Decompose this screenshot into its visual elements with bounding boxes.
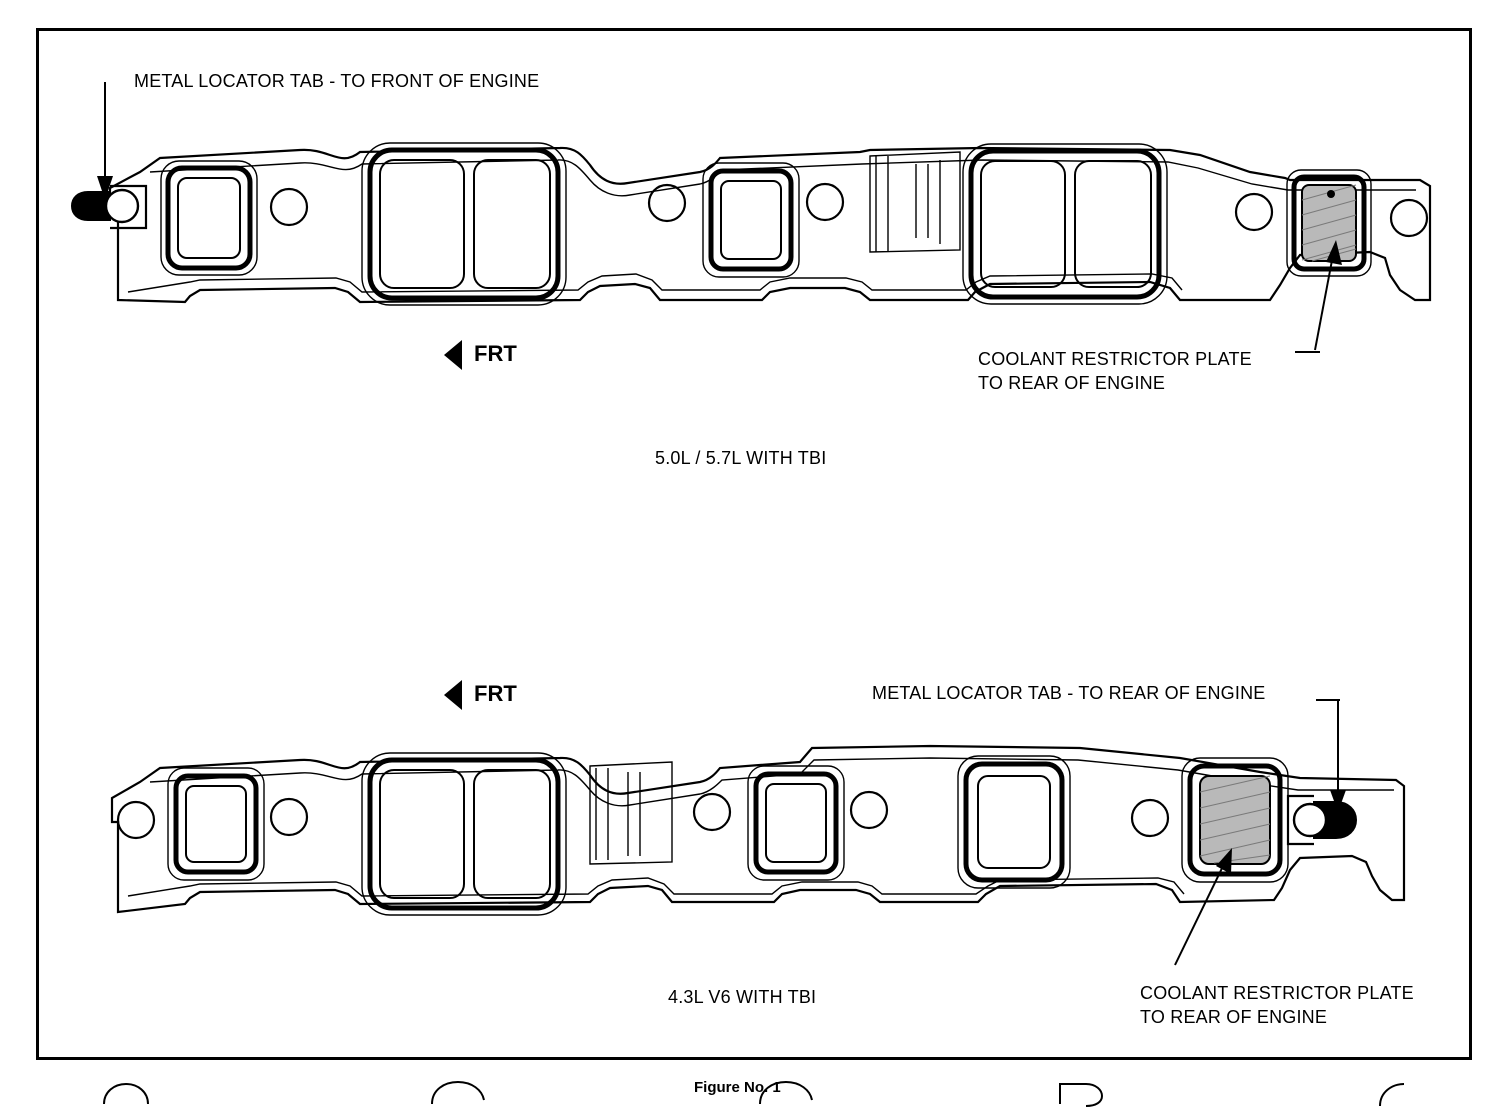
label-coolant-plate-bottom-line1: COOLANT RESTRICTOR PLATE	[1140, 983, 1414, 1003]
port-bottom-2	[362, 753, 566, 915]
slot-detail-top	[870, 152, 960, 252]
port-top-3	[703, 163, 799, 277]
bolt-hole	[118, 802, 154, 838]
metal-locator-tab-bottom	[1288, 796, 1356, 844]
frt-label-top: FRT	[474, 341, 517, 366]
label-metal-locator-tab-top: METAL LOCATOR TAB - TO FRONT OF ENGINE	[134, 71, 540, 91]
title-bottom-diagram: 4.3L V6 WITH TBI	[668, 987, 817, 1007]
bolt-hole	[271, 799, 307, 835]
port-bottom-3	[748, 766, 844, 880]
top-gasket-drawing	[72, 82, 1430, 370]
bolt-hole	[1391, 200, 1427, 236]
port-top-4	[963, 144, 1167, 304]
title-top-diagram: 5.0L / 5.7L WITH TBI	[655, 448, 827, 468]
frt-label-bottom: FRT	[474, 681, 517, 706]
label-coolant-plate-bottom-line2: TO REAR OF ENGINE	[1140, 1007, 1328, 1027]
frt-arrow-top	[444, 340, 462, 370]
coolant-restrictor-plate-bottom	[1182, 758, 1288, 882]
frt-arrow-bottom	[444, 680, 462, 710]
bolt-hole	[1132, 800, 1168, 836]
port-top-1	[161, 161, 257, 275]
slot-detail-bottom	[590, 762, 672, 864]
label-coolant-plate-top-line1: COOLANT RESTRICTOR PLATE	[978, 349, 1252, 369]
port-bottom-1	[168, 768, 264, 880]
figure-caption: Figure No. 1	[694, 1079, 781, 1096]
bolt-hole	[271, 189, 307, 225]
bolt-hole	[851, 792, 887, 828]
bolt-hole	[649, 185, 685, 221]
bolt-hole	[1236, 194, 1272, 230]
bottom-gasket-drawing	[112, 680, 1404, 965]
bolt-hole	[807, 184, 843, 220]
label-metal-locator-tab-bottom: METAL LOCATOR TAB - TO REAR OF ENGINE	[872, 683, 1266, 703]
port-top-2	[362, 143, 566, 305]
label-coolant-plate-top-line2: TO REAR OF ENGINE	[978, 373, 1166, 393]
bolt-hole	[694, 794, 730, 830]
metal-locator-tab-top	[72, 186, 146, 228]
port-bottom-4	[958, 756, 1070, 888]
leader-coolant-plate-bottom	[1175, 862, 1225, 965]
